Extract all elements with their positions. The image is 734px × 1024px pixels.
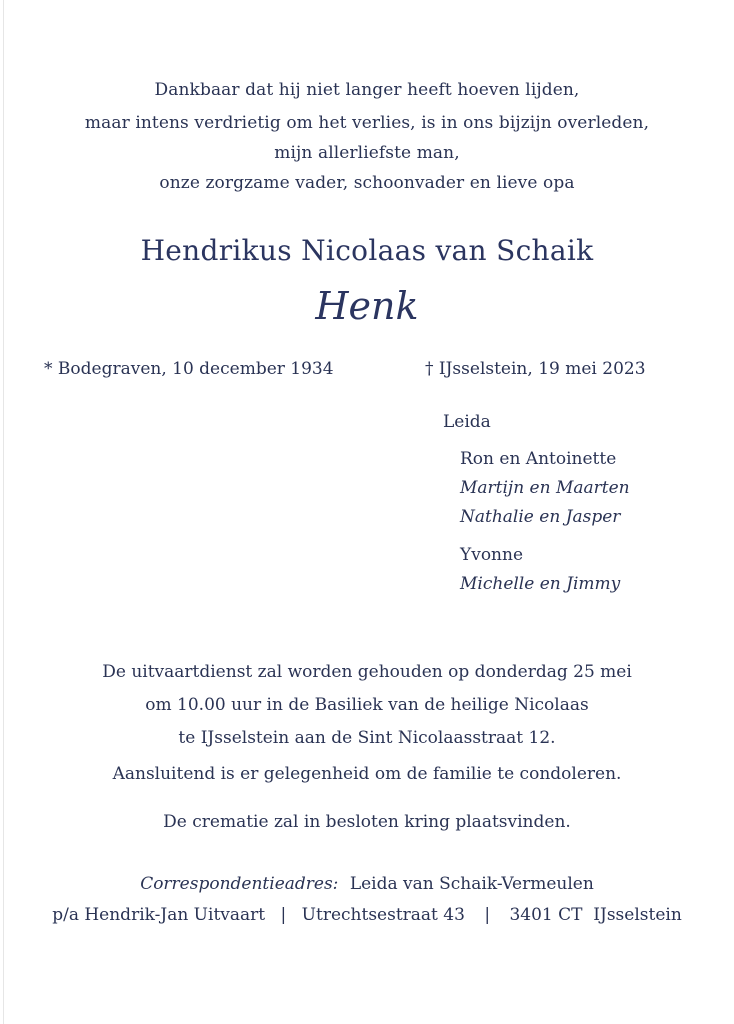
service-line-2: om 10.00 uur in de Basiliek van de heilige Nicolaas xyxy=(145,695,589,715)
family-grandchildren-1a: Martijn en Maarten xyxy=(460,478,630,498)
family-child-1: Ron en Antoinette xyxy=(460,449,617,469)
family-grandchildren-1b: Nathalie en Jasper xyxy=(460,507,621,527)
deceased-full-name: Hendrikus Nicolaas van Schaik xyxy=(140,234,594,267)
address-care-of: p/a Hendrik-Jan Uitvaart xyxy=(52,905,266,925)
condolence-line: Aansluitend is er gelegenheid om de familie te condoleren. xyxy=(112,764,622,784)
intro-line-3: mijn allerliefste man, xyxy=(274,143,460,163)
birth-date: * Bodegraven, 10 december 1934 xyxy=(44,359,334,379)
intro-line-1: Dankbaar dat hij niet langer heeft hoeven lijden, xyxy=(154,80,580,100)
address-street: Utrechtsestraat 43 xyxy=(301,905,465,925)
death-date: † IJsselstein, 19 mei 2023 xyxy=(425,359,646,379)
service-line-3: te IJsselstein aan de Sint Nicolaasstraat 12. xyxy=(178,728,556,748)
cremation-line: De crematie zal in besloten kring plaatsvinden. xyxy=(163,812,571,832)
family-child-2: Yvonne xyxy=(460,545,524,565)
address-separator-1: | xyxy=(280,905,287,925)
correspondence-line xyxy=(0,874,734,894)
intro-line-2: maar intens verdrietig om het verlies, is in ons bijzijn overleden, xyxy=(84,113,650,133)
intro-line-4: onze zorgzame vader, schoonvader en lieve opa xyxy=(159,173,575,193)
service-line-1: De uitvaartdienst zal worden gehouden op donderdag 25 mei xyxy=(102,662,632,682)
family-grandchildren-2: Michelle en Jimmy xyxy=(460,574,621,594)
address-postal-city: 3401 CT IJsselstein xyxy=(509,905,682,925)
correspondence-label: Correspondentieadres: xyxy=(140,874,339,894)
address-line xyxy=(0,905,734,925)
family-spouse: Leida xyxy=(443,412,491,432)
correspondence-name: Leida van Schaik-Vermeulen xyxy=(349,874,594,894)
deceased-nickname: Henk xyxy=(315,284,419,328)
address-separator-2: | xyxy=(484,905,491,925)
